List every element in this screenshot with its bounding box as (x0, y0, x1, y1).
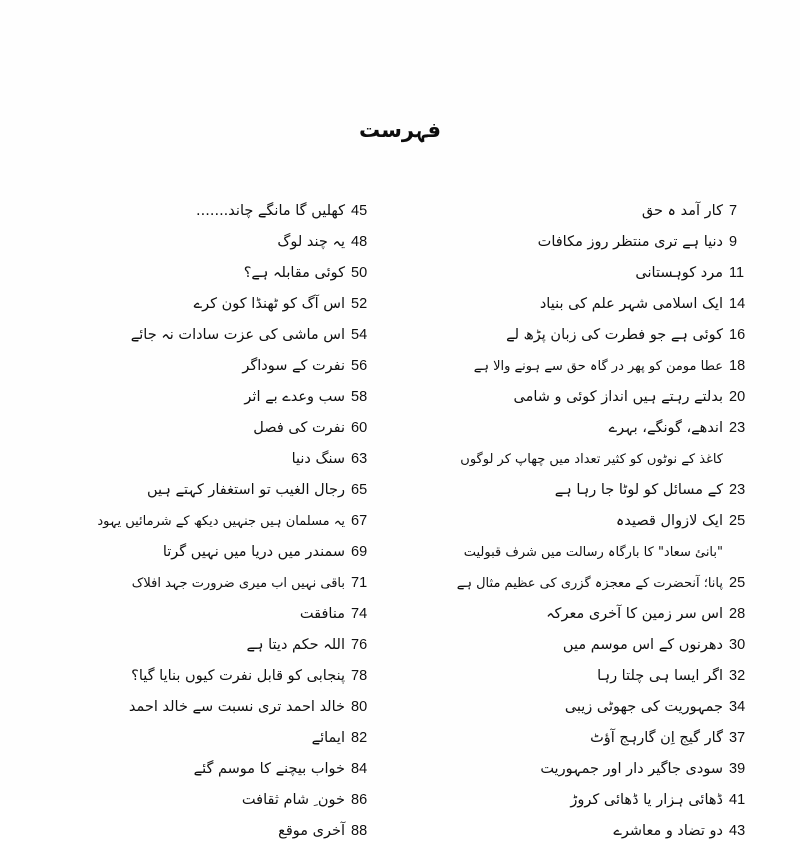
entry-title: منافقت (299, 606, 345, 622)
list-item[interactable] (409, 320, 769, 351)
page-number: 14 (729, 296, 746, 312)
page-number: 23 (729, 420, 746, 436)
page-number: 37 (729, 730, 746, 746)
page-number: 20 (729, 389, 746, 405)
list-item[interactable] (31, 475, 391, 506)
list-item[interactable] (31, 754, 391, 785)
page-number: 65 (351, 482, 368, 498)
entry-title: کاغذ کے نوٹوں کو کثیر تعداد میں چھاپ کر لوگوں (460, 452, 723, 467)
entry-title: آخری موقع (278, 823, 345, 839)
page-number: 54 (351, 327, 368, 343)
page-number: 41 (729, 792, 746, 808)
list-item[interactable] (409, 413, 769, 444)
page-number: 71 (351, 575, 368, 591)
entry-title: "بانئ سعاد" کا بارگاہ رسالت میں شرف قبولیت (463, 545, 723, 560)
entry-title: سب وعدے بے اثر (244, 389, 345, 405)
page-number: 69 (351, 544, 368, 560)
entry-title: نفرت کی فصل (253, 420, 345, 436)
page-number: 48 (351, 234, 368, 250)
list-item[interactable] (31, 537, 391, 568)
page-number: 60 (351, 420, 368, 436)
page-number: 58 (351, 389, 368, 405)
list-item[interactable] (409, 661, 769, 692)
entry-title: دنیا ہے تری منتظر روز مکافات (537, 234, 723, 250)
entry-title: بدلتے رہتے ہیں انداز کوئی و شامی (513, 389, 723, 405)
entry-title: کار آمد ہ حق (641, 203, 723, 219)
list-item[interactable] (409, 754, 769, 785)
page-number: 25 (729, 575, 746, 591)
list-item[interactable] (31, 196, 391, 227)
page-number: 78 (351, 668, 368, 684)
entry-title: اس ماشی کی عزت سادات نہ جائے (130, 327, 345, 343)
list-item[interactable] (409, 599, 769, 630)
list-item[interactable] (31, 661, 391, 692)
entry-title: سمندر میں دریا میں نہیں گرتا (162, 544, 345, 560)
entry-title: اس سر زمین کا آخری معرکہ (546, 606, 723, 622)
list-item[interactable] (31, 444, 391, 475)
right-column (409, 196, 769, 847)
page-number: 16 (729, 327, 746, 343)
entry-title: یہ مسلمان ہیں جنہیں دیکھ کے شرمائیں یہود (97, 514, 345, 529)
entry-title: رجال الغیب تو استغفار کہتے ہیں (146, 482, 345, 498)
list-item[interactable] (31, 351, 391, 382)
entry-title: دو تضاد و معاشرے (613, 823, 723, 839)
list-item[interactable] (409, 816, 769, 847)
entry-title: اندھے، گونگے، بہرے (608, 420, 723, 436)
entry-title: اس آگ کو ٹھنڈا کون کرے (193, 296, 345, 312)
page-number: 76 (351, 637, 368, 653)
page-number: 11 (729, 265, 745, 281)
list-item[interactable] (31, 382, 391, 413)
entry-title: جمہوریت کی جھوٹی زیبی (564, 699, 723, 715)
entry-title: ڈھائی ہزار یا ڈھائی کروڑ (570, 792, 723, 808)
entry-title: یہ چند لوگ (277, 234, 345, 250)
table-of-contents (0, 196, 800, 847)
entry-title: ایمائے (311, 730, 345, 746)
list-item[interactable] (409, 289, 769, 320)
page-number: 88 (351, 823, 368, 839)
page-number: 74 (351, 606, 368, 622)
entry-title: گار گیج اِن گارہج آؤٹ (590, 730, 723, 746)
list-item[interactable] (31, 258, 391, 289)
entry-title: سودی جاگیر دار اور جمہوریت (540, 761, 723, 777)
list-item[interactable] (409, 630, 769, 661)
list-item[interactable] (31, 723, 391, 754)
entry-title: پانا؛ آنحضرت کے معجزہ گزری کی عظیم مثال ہے (456, 576, 723, 591)
list-item[interactable] (31, 568, 391, 599)
entry-title: باقی نہیں اب میری ضرورت جہد افلاک (131, 576, 345, 591)
page-number: 34 (729, 699, 746, 715)
list-item[interactable] (409, 785, 769, 816)
entry-title: کوئی ہے جو فطرت کی زبان پڑھ لے (506, 327, 723, 343)
page-number: 28 (729, 606, 746, 622)
list-item[interactable] (409, 258, 769, 289)
entry-title: ایک اسلامی شہر علم کی بنیاد (539, 296, 723, 312)
list-item[interactable] (409, 506, 769, 537)
entry-title: عطا مومن کو پھر در گاہ حق سے ہونے والا ہے (473, 359, 723, 374)
page-number: 56 (351, 358, 368, 374)
list-item[interactable] (409, 568, 769, 599)
list-item[interactable] (409, 196, 769, 227)
list-item[interactable] (409, 537, 769, 568)
entry-title: خالد احمد تری نسبت سے خالد احمد (128, 699, 345, 715)
entry-title: اللہ حکم دیتا ہے (246, 637, 345, 653)
entry-title: کے مسائل کو لوٹا جا رہا ہے (554, 482, 723, 498)
page-number: 23 (729, 482, 746, 498)
entry-title: دھرنوں کے اس موسم میں (562, 637, 723, 653)
list-item[interactable] (31, 599, 391, 630)
entry-title: کھلیں گا مانگے چاند....... (196, 203, 345, 219)
list-item[interactable] (409, 692, 769, 723)
entry-title: ایک لازوال قصیدہ (615, 513, 723, 529)
entry-title: خواب بیچنے کا موسم گئے (193, 761, 345, 777)
entry-title: کوئی مقابلہ ہے؟ (243, 265, 345, 281)
page-number: 18 (729, 358, 746, 374)
entry-title: سنگ دنیا (291, 451, 345, 467)
page-number: 67 (351, 513, 368, 529)
entry-title: اگر ایسا ہی چلتا رہا (597, 668, 723, 684)
list-item[interactable] (31, 816, 391, 847)
page-number: 25 (729, 513, 746, 529)
list-item[interactable] (409, 351, 769, 382)
page-number: 43 (729, 823, 746, 839)
list-item[interactable] (31, 289, 391, 320)
page-number: 63 (351, 451, 368, 467)
entry-title: نفرت کے سوداگر (242, 358, 345, 374)
list-item[interactable] (409, 444, 769, 475)
entry-title: خون ِ شام ثقافت (241, 792, 345, 808)
list-item[interactable] (31, 227, 391, 258)
list-item[interactable] (31, 506, 391, 537)
list-item[interactable] (31, 320, 391, 351)
left-column (31, 196, 391, 847)
page-number: 32 (729, 668, 746, 684)
list-item[interactable] (409, 382, 769, 413)
page-number: 7 (729, 203, 738, 219)
list-item[interactable] (31, 785, 391, 816)
list-item[interactable] (409, 723, 769, 754)
page-number: 9 (729, 234, 738, 250)
entry-title: پنجابی کو قابل نفرت کیوں بنایا گیا؟ (131, 668, 345, 684)
page-number: 86 (351, 792, 368, 808)
page-number: 80 (351, 699, 368, 715)
page-number: 45 (351, 203, 368, 219)
entry-title: مرد کوہستانی (635, 265, 723, 281)
page-number: 84 (351, 761, 368, 777)
list-item[interactable] (409, 227, 769, 258)
page-title: فہرست (358, 118, 441, 142)
page-number: 52 (351, 296, 368, 312)
page-number: 39 (729, 761, 746, 777)
list-item[interactable] (31, 413, 391, 444)
page-number: 50 (351, 265, 368, 281)
list-item[interactable] (409, 475, 769, 506)
list-item[interactable] (31, 630, 391, 661)
page-number: 30 (729, 637, 746, 653)
list-item[interactable] (31, 692, 391, 723)
page-number: 82 (351, 730, 368, 746)
